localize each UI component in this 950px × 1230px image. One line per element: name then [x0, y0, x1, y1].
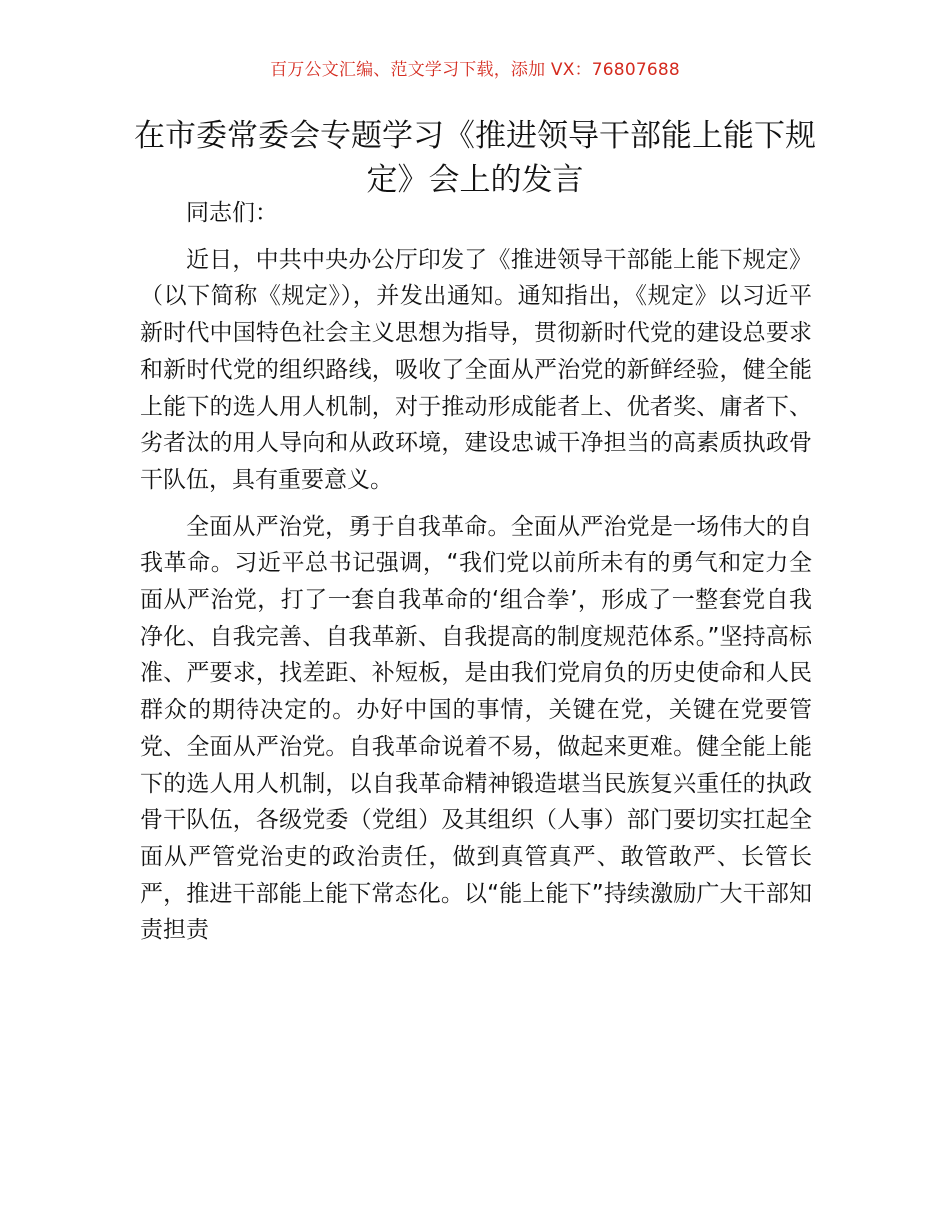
salutation: 同志们：	[186, 200, 278, 226]
document-body	[140, 195, 812, 959]
header-watermark: 百万公文汇编、范文学习下载，添加 VX：76807688	[270, 60, 680, 80]
paragraph-1: 近日，中共中央办公厅印发了《推进领导干部能上能下规定》（以下简称《规定》），并发出通知。通知指出，《规定》以习近平新时代中国特色社会主义思想为指导，贯彻新时代党的建设总要求和新时代党的组织路线，吸收了全面从严治党的新鲜经验，健全能上能下的选人用人机制，对于推动形成能者上、优者奖、庸者下、劣者汰的用人导向和从政环境，建设忠诚干净担当的高素质执政骨干队伍，具有重要意义。	[140, 246, 812, 493]
document-title: 在市委常委会专题学习《推进领导干部能上能下规定》会上的发言	[134, 118, 816, 198]
paragraph-2: 全面从严治党，勇于自我革命。全面从严治党是一场伟大的自我革命。习近平总书记强调，“我们党以前所未有的勇气和定力全面从严治党，打了一套自我革命的‘组合拳’，形成了一整套党自我净化、自我完善、自我革新、自我提高的制度规范体系。”坚持高标准、严要求，找差距、补短板，是由我们党肩负的历史使命和人民群众的期待决定的。办好中国的事情，关键在党，关键在党要管党、全面从严治党。自我革命说着不易，做起来更难。健全能上能下的选人用人机制，以自我革命精神锻造堪当民族复兴重任的执政骨干队伍，各级党委（党组）及其组织（人事）部门要切实扛起全面从严管党治吏的政治责任，做到真管真严、敢管敢严、长管长严，推进干部能上能下常态化。以“能上能下”持续激励广大干部知责担责	[140, 513, 812, 944]
